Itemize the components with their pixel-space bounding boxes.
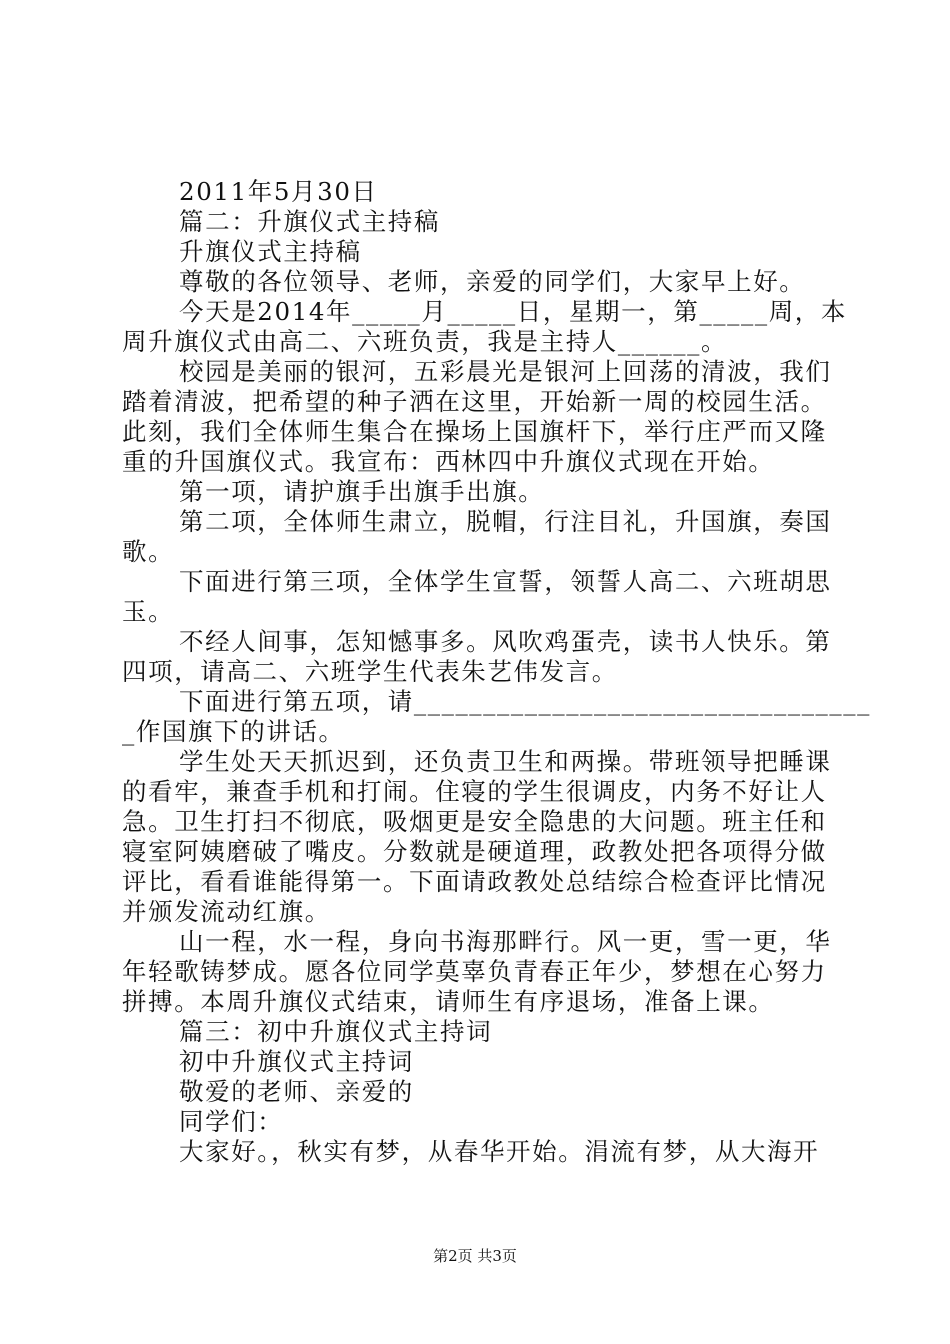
text-line: 周升旗仪式由高二、六班负责，我是主持人______。 (122, 327, 728, 356)
text-line: 踏着清波，把希望的种子洒在这里，开始新一周的校园生活。 (122, 387, 827, 416)
text-line: 急。卫生打扫不彻底，吸烟更是安全隐患的大问题。班主任和 (122, 807, 827, 836)
text-line: _作国旗下的讲话。 (122, 717, 345, 746)
text-line: 下面进行第三项，全体学生宣誓，领誓人高二、六班胡思 (179, 567, 832, 596)
text-line: 第一项，请护旗手出旗手出旗。 (179, 477, 545, 506)
text-line: 学生处天天抓迟到，还负责卫生和两操。带班领导把睡课 (179, 747, 832, 776)
text-line: 敬爱的老师、亲爱的 (179, 1077, 414, 1106)
text-line: 年轻歌铸梦成。愿各位同学莫辜负青春正年少，梦想在心努力 (122, 957, 827, 986)
page-footer: 第2页 共3页 (433, 1247, 517, 1265)
text-line: 大家好。，秋实有梦，从春华开始。涓流有梦，从大海开 (179, 1137, 820, 1166)
text-line: 四项，请高二、六班学生代表朱艺伟发言。 (122, 657, 618, 686)
document-body (122, 177, 871, 1167)
text-line: 此刻，我们全体师生集合在操场上国旗杆下，举行庄严而又隆 (122, 417, 827, 446)
text-line: 篇二：升旗仪式主持稿 (179, 207, 440, 236)
text-line: 玉。 (122, 597, 175, 626)
text-line: 初中升旗仪式主持词 (179, 1047, 414, 1076)
text-line: 并颁发流动红旗。 (122, 897, 331, 926)
text-line: 升旗仪式主持稿 (179, 237, 362, 266)
text-line: 拼搏。本周升旗仪式结束，请师生有序退场，准备上课。 (122, 987, 775, 1016)
text-line: 的看牢，兼查手机和打闹。住寝的学生很调皮，内务不好让人 (122, 777, 827, 806)
text-line: 今天是2014年_____月_____日，星期一，第_____周，本 (179, 297, 847, 326)
text-line: 尊敬的各位领导、老师，亲爱的同学们，大家早上好。 (179, 267, 806, 296)
text-line: 寝室阿姨磨破了嘴皮。分数就是硬道理，政教处把各项得分做 (122, 837, 827, 866)
text-line: 评比，看看谁能得第一。下面请政教处总结综合检查评比情况 (122, 867, 827, 896)
text-line: 不经人间事，怎知憾事多。风吹鸡蛋壳，读书人快乐。第 (179, 627, 832, 656)
text-line: 校园是美丽的银河，五彩晨光是银河上回荡的清波，我们 (179, 357, 832, 386)
text-line: 歌。 (122, 537, 175, 566)
text-line: 山一程，水一程，身向书海那畔行。风一更，雪一更，华 (179, 927, 832, 956)
text-line: 篇三：初中升旗仪式主持词 (179, 1017, 493, 1046)
text-line: 2011年5月30日 (179, 177, 378, 206)
text-line: 同学们： (179, 1107, 284, 1136)
text-line: 第二项，全体师生肃立，脱帽，行注目礼，升国旗，奏国 (179, 507, 832, 536)
text-line: 重的升国旗仪式。我宣布：西林四中升旗仪式现在开始。 (122, 447, 775, 476)
text-line: 下面进行第五项，请_________________________________ (179, 687, 871, 716)
